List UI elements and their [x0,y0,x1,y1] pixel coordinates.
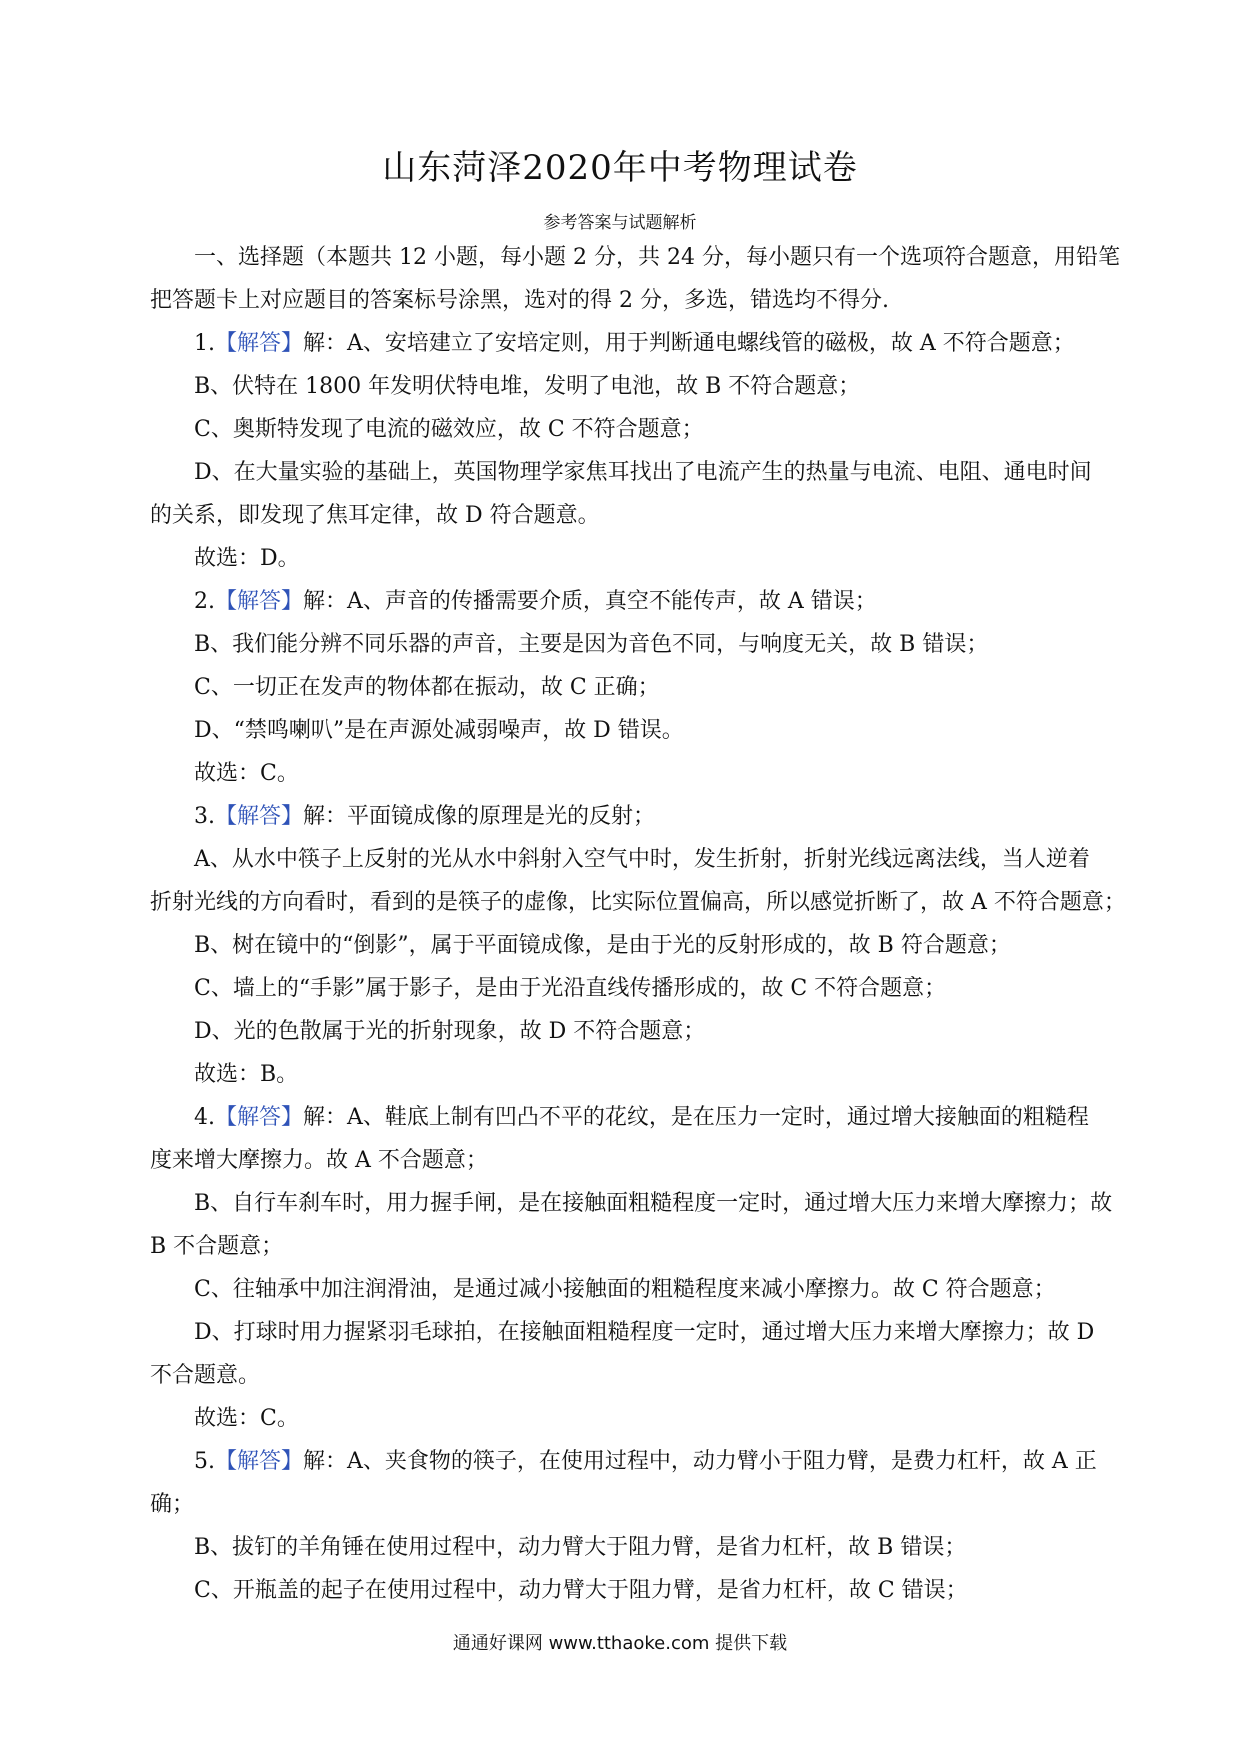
q2-line-b: B、我们能分辨不同乐器的声音，主要是因为音色不同，与响度无关，故 B 错误； [194,632,989,657]
answer-tag: 【解答】 [215,804,304,829]
q1-line-d1: D、在大量实验的基础上，英国物理学家焦耳找出了电流产生的热量与电流、电阻、通电时间 [194,460,1092,485]
answer-tag: 【解答】 [215,1105,304,1130]
q2-line-c: C、一切正在发声的物体都在振动，故 C 正确； [194,675,660,700]
q4-line-d1: D、打球时用力握紧羽毛球拍，在接触面粗糙程度一定时，通过增大压力来增大摩擦力；故 D [194,1320,1095,1345]
q4-number: 4. [194,1105,215,1130]
answer-tag: 【解答】 [215,1449,304,1474]
q3-line-d: D、光的色散属于光的折射现象，故 D 不符合题意； [194,1019,706,1044]
page-footer: 通通好课网 www.tthaoke.com 提供下载 [452,1633,788,1654]
page-title: 山东菏泽2020年中考物理试卷 [382,148,858,188]
q4-line-d2: 不合题意。 [150,1363,261,1388]
q1-line-a: 1.【解答】解：A、安培建立了安培定则，用于判断通电螺线管的磁极，故 A 不符合题意； [194,331,1075,356]
q4-line-b1: B、自行车刹车时，用力握手闸，是在接触面粗糙程度一定时，通过增大压力来增大摩擦力；故 [194,1191,1113,1216]
answer-tag: 【解答】 [215,589,304,614]
page-subtitle: 参考答案与试题解析 [543,213,697,233]
q3-line-c: C、墙上的“手影”属于影子，是由于光沿直线传播形成的，故 C 不符合题意； [194,976,947,1001]
q5-line-b: B、拔钉的羊角锤在使用过程中，动力臂大于阻力臂，是省力杠杆，故 B 错误； [194,1535,967,1560]
q4-answer: 故选：C。 [194,1406,299,1431]
q4-line-a1: 4.【解答】解：A、鞋底上制有凹凸不平的花纹，是在压力一定时，通过增大接触面的粗糙程 [194,1105,1089,1130]
q5-line-a2: 确； [150,1492,195,1517]
q5-line-a1: 5.【解答】解：A、夹食物的筷子，在使用过程中，动力臂小于阻力臂，是费力杠杆，故 A 正 [194,1449,1097,1474]
q1-answer: 故选：D。 [194,546,300,571]
q2-line-a: 2.【解答】解：A、声音的传播需要介质，真空不能传声，故 A 错误； [194,589,877,614]
q1-line-b: B、伏特在 1800 年发明伏特电堆，发明了电池，故 B 不符合题意； [194,374,861,399]
q4-line-a2: 度来增大摩擦力。故 A 不合题意； [150,1148,488,1173]
q3-line-intro: 3.【解答】解：平面镜成像的原理是光的反射； [194,804,656,829]
q3-line-a1: A、从水中筷子上反射的光从水中斜射入空气中时，发生折射，折射光线远离法线，当人逆着 [194,847,1090,872]
q3-number: 3. [194,804,215,829]
q3-line-b: B、树在镜中的“倒影”，属于平面镜成像，是由于光的反射形成的，故 B 符合题意； [194,933,1011,958]
section-heading-line-2: 把答题卡上对应题目的答案标号涂黑，选对的得 2 分，多选，错选均不得分. [150,288,889,313]
q5-number: 5. [194,1449,215,1474]
document-body [150,236,1126,1612]
q3-line-a2: 折射光线的方向看时，看到的是筷子的虚像，比实际位置偏高，所以感觉折断了，故 A 不符合题意； [150,890,1126,915]
q4-line-b2: B 不合题意； [150,1234,284,1259]
q5-line-c: C、开瓶盖的起子在使用过程中，动力臂大于阻力臂，是省力杠杆，故 C 错误； [194,1578,968,1603]
q1-line-d2: 的关系，即发现了焦耳定律，故 D 符合题意。 [150,503,600,528]
q4-line-c: C、往轴承中加注润滑油，是通过减小接触面的粗糙程度来减小摩擦力。故 C 符合题意； [194,1277,1056,1302]
q2-line-d: D、“禁鸣喇叭”是在声源处减弱噪声，故 D 错误。 [194,718,684,743]
q1-number: 1. [194,331,215,356]
q1-line-c: C、奥斯特发现了电流的磁效应，故 C 不符合题意； [194,417,704,442]
answer-tag: 【解答】 [215,331,304,356]
q2-number: 2. [194,589,215,614]
section-heading-line-1: 一、选择题（本题共 12 小题，每小题 2 分，共 24 分，每小题只有一个选项符合题意，用铅笔 [194,245,1120,270]
q2-answer: 故选：C。 [194,761,299,786]
q3-answer: 故选：B。 [194,1062,299,1087]
